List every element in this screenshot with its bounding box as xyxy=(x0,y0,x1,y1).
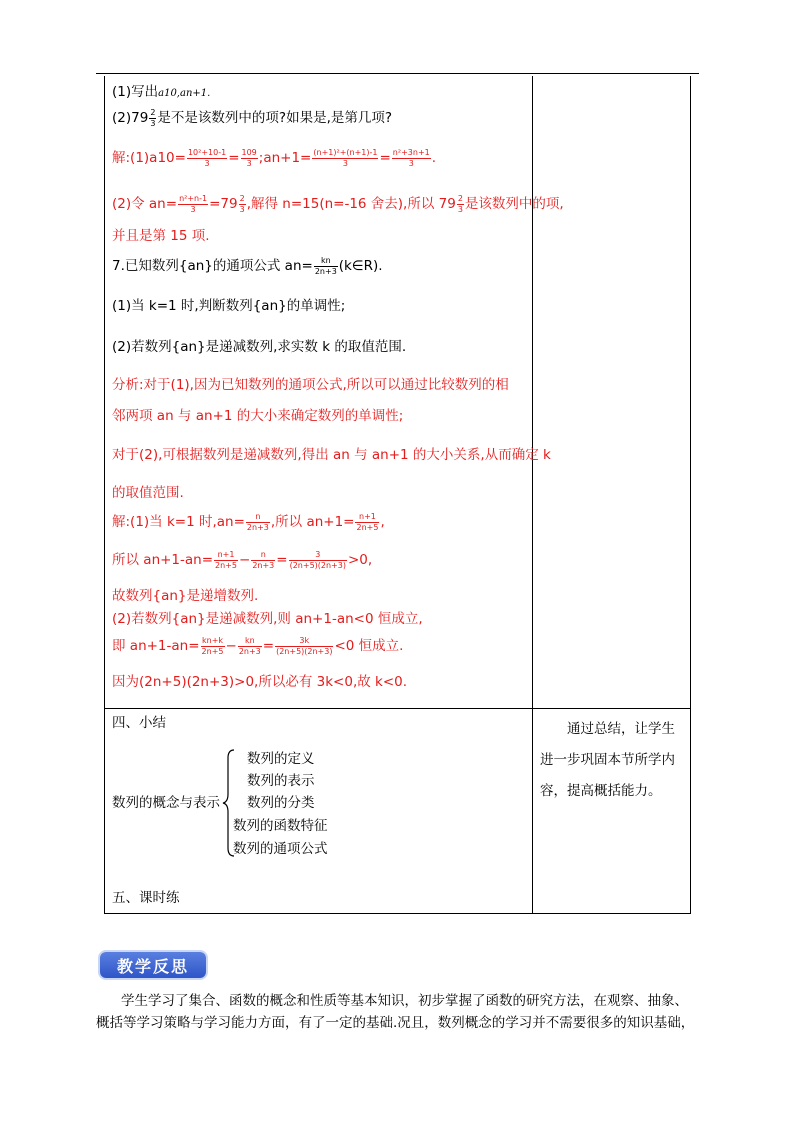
p7-analysis-4: 的取值范围. xyxy=(112,485,184,501)
homework-heading: 五、课时练 xyxy=(112,890,180,906)
p7-q1: (1)当 k=1 时,判断数列{an}的单调性; xyxy=(112,298,346,314)
p6-solution-2-cont: 并且是第 15 项. xyxy=(112,228,210,244)
reflection-line-1: 学生学习了集合、函数的概念和性质等基本知识，初步掌握了函数的研究方法，在观察、抽象、 xyxy=(121,993,688,1009)
side-note-line-1: 通过总结，让学生 xyxy=(567,721,675,737)
p7-solution-5: 即 an+1-an= $\frac{kn+k}{2n+5}$ − $\frac{kn}{2n+3}$ = $\frac{3k}{(2n+5)(2n+3)}$ <0 恒成立. xyxy=(112,635,404,656)
summary-item-definition: 数列的定义 xyxy=(247,751,315,767)
summary-root: 数列的概念与表示 xyxy=(112,795,220,811)
p6-solution-2: (2)令 an= $\frac{\text{n²+n-1}}{3}$ =79 $\frac{2}{3}$ ,解得 n=15(n=-16 舍去),所以 79 $\frac{2}{3}$ 是该数列中的项, xyxy=(112,193,564,214)
p7-solution-6: 因为(2n+5)(2n+3)>0,所以必有 3k<0,故 k<0. xyxy=(112,674,408,690)
side-note-line-3: 容，提高概括能力。 xyxy=(540,783,662,799)
p7-stem: 7.已知数列{an}的通项公式 an= $\frac{kn}{2n+3}$ (k∈R). xyxy=(112,255,383,276)
summary-item-function-features: 数列的函数特征 xyxy=(233,818,328,834)
p7-analysis-2: 邻两项 an 与 an+1 的大小来确定数列的单调性; xyxy=(112,408,404,424)
row-separator xyxy=(104,708,691,709)
p7-q2: (2)若数列{an}是递减数列,求实数 k 的取值范围. xyxy=(112,339,407,355)
header-rule xyxy=(96,73,699,74)
p7-solution-1: 解:(1)当 k=1 时,an= $\frac{n}{2n+3}$ ,所以 an+1= $\frac{n+1}{2n+5}$ , xyxy=(112,511,385,532)
p6-q1: (1)写出a10,an+1. xyxy=(112,84,211,100)
reflection-line-2: 概括等学习策略与学习能力方面，有了一定的基础.况且，数列概念的学习并不需要很多的知识基础， xyxy=(96,1015,695,1031)
p7-solution-4: (2)若数列{an}是递减数列,则 an+1-an<0 恒成立, xyxy=(112,611,423,627)
p7-analysis-1: 分析:对于(1),因为已知数列的通项公式,所以可以通过比较数列的相 xyxy=(112,377,509,393)
table-bottom-border xyxy=(104,913,691,914)
table-right-border xyxy=(690,76,691,914)
p7-solution-3: 故数列{an}是递增数列. xyxy=(112,588,259,604)
reflection-badge: 教学反思 xyxy=(100,952,206,978)
side-note-line-2: 进一步巩固本节所学内 xyxy=(540,752,675,768)
table-left-border xyxy=(104,76,105,914)
p6-solution-1: 解:(1)a10= $\frac{\text{10²+10-1}}{3}$ = $\frac{109}{3}$ ;an+1= $\frac{\text{(n+1)²+(n+1)-1}}{3}$ = $\frac{\text{n²+3n+1}}{3}$ . xyxy=(112,147,437,168)
p7-analysis-3: 对于(2),可根据数列是递减数列,得出 an 与 an+1 的大小关系,从而确定 k xyxy=(112,447,551,463)
summary-heading: 四、小结 xyxy=(112,715,166,731)
summary-item-general-formula: 数列的通项公式 xyxy=(233,841,328,857)
p7-solution-2: 所以 an+1-an= $\frac{n+1}{2n+5}$ − $\frac{n}{2n+3}$ = $\frac{3}{(2n+5)(2n+3)}$ >0, xyxy=(112,549,373,570)
summary-item-classification: 数列的分类 xyxy=(247,795,315,811)
p6-q2: (2)79 $\frac{2}{3}$ 是不是该数列中的项?如果是,是第几项? xyxy=(112,107,393,128)
summary-item-representation: 数列的表示 xyxy=(247,773,315,789)
